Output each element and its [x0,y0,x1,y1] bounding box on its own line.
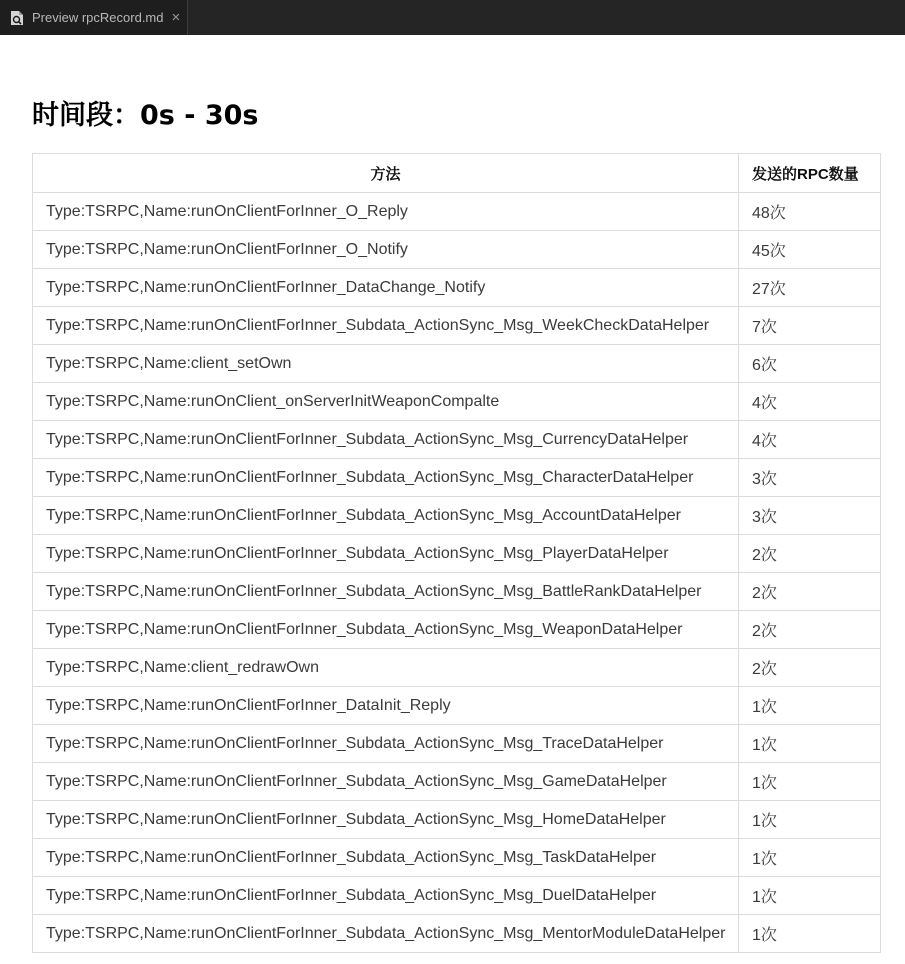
table-row [33,307,881,345]
method-cell: Type:TSRPC,Name:runOnClientForInner_Subdata_ActionSync_Msg_PlayerDataHelper [33,535,739,573]
table-row [33,535,881,573]
method-cell: Type:TSRPC,Name:runOnClientForInner_Subdata_ActionSync_Msg_GameDataHelper [33,763,739,801]
method-cell: Type:TSRPC,Name:client_redrawOwn [33,649,739,687]
rpc-count-cell: 45次 [739,231,881,269]
editor-tab-bar [0,0,905,35]
table-row [33,459,881,497]
rpc-count-cell: 2次 [739,611,881,649]
table-row [33,839,881,877]
rpc-count-cell: 4次 [739,421,881,459]
method-cell: Type:TSRPC,Name:client_setOwn [33,345,739,383]
rpc-count-cell: 6次 [739,345,881,383]
preview-tab[interactable] [0,0,188,35]
table-row [33,763,881,801]
method-cell: Type:TSRPC,Name:runOnClientForInner_Subdata_ActionSync_Msg_HomeDataHelper [33,801,739,839]
method-cell: Type:TSRPC,Name:runOnClientForInner_Subdata_ActionSync_Msg_AccountDataHelper [33,497,739,535]
method-cell: Type:TSRPC,Name:runOnClient_onServerInitWeaponCompalte [33,383,739,421]
method-cell: Type:TSRPC,Name:runOnClientForInner_O_Notify [33,231,739,269]
rpc-count-cell: 2次 [739,535,881,573]
table-row [33,611,881,649]
rpc-table [32,153,881,953]
method-cell: Type:TSRPC,Name:runOnClientForInner_DataChange_Notify [33,269,739,307]
method-cell: Type:TSRPC,Name:runOnClientForInner_Subdata_ActionSync_Msg_WeaponDataHelper [33,611,739,649]
method-cell: Type:TSRPC,Name:runOnClientForInner_DataInit_Reply [33,687,739,725]
preview-icon [10,10,24,26]
column-header-method: 方法 [33,154,739,193]
table-row [33,383,881,421]
column-header-rpc-count: 发送的RPC数量 [739,154,881,193]
method-cell: Type:TSRPC,Name:runOnClientForInner_O_Reply [33,193,739,231]
rpc-count-cell: 1次 [739,801,881,839]
rpc-count-cell: 1次 [739,687,881,725]
method-cell: Type:TSRPC,Name:runOnClientForInner_Subdata_ActionSync_Msg_CurrencyDataHelper [33,421,739,459]
rpc-count-cell: 1次 [739,877,881,915]
method-cell: Type:TSRPC,Name:runOnClientForInner_Subdata_ActionSync_Msg_CharacterDataHelper [33,459,739,497]
method-cell: Type:TSRPC,Name:runOnClientForInner_Subdata_ActionSync_Msg_TraceDataHelper [33,725,739,763]
table-row [33,573,881,611]
table-header-row [33,154,881,193]
rpc-count-cell: 1次 [739,915,881,953]
table-row [33,497,881,535]
rpc-count-cell: 1次 [739,725,881,763]
method-cell: Type:TSRPC,Name:runOnClientForInner_Subdata_ActionSync_Msg_WeekCheckDataHelper [33,307,739,345]
table-row [33,915,881,953]
rpc-count-cell: 48次 [739,193,881,231]
rpc-count-cell: 1次 [739,763,881,801]
table-row [33,231,881,269]
rpc-count-cell: 7次 [739,307,881,345]
table-row [33,345,881,383]
table-row [33,725,881,763]
rpc-count-cell: 3次 [739,459,881,497]
rpc-count-cell: 3次 [739,497,881,535]
table-row [33,801,881,839]
rpc-count-cell: 1次 [739,839,881,877]
table-row [33,687,881,725]
rpc-count-cell: 2次 [739,573,881,611]
page-title: 时间段：0s - 30s [32,100,259,131]
rpc-count-cell: 27次 [739,269,881,307]
table-row [33,193,881,231]
close-icon[interactable]: × [171,9,181,26]
rpc-count-cell: 4次 [739,383,881,421]
method-cell: Type:TSRPC,Name:runOnClientForInner_Subdata_ActionSync_Msg_TaskDataHelper [33,839,739,877]
rpc-count-cell: 2次 [739,649,881,687]
table-row [33,421,881,459]
table-row [33,269,881,307]
tab-title: Preview rpcRecord.md [32,10,164,25]
markdown-preview [0,35,905,964]
method-cell: Type:TSRPC,Name:runOnClientForInner_Subdata_ActionSync_Msg_BattleRankDataHelper [33,573,739,611]
method-cell: Type:TSRPC,Name:runOnClientForInner_Subdata_ActionSync_Msg_MentorModuleDataHelper [33,915,739,953]
method-cell: Type:TSRPC,Name:runOnClientForInner_Subdata_ActionSync_Msg_DuelDataHelper [33,877,739,915]
table-row [33,649,881,687]
table-row [33,877,881,915]
